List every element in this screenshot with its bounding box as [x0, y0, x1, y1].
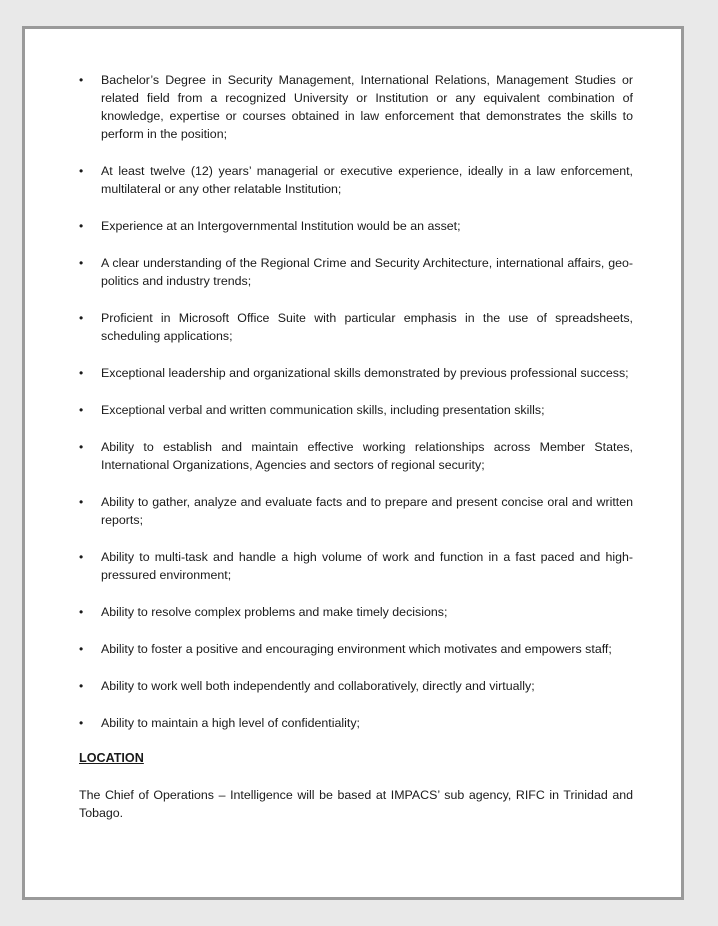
- document-page: [22, 26, 684, 900]
- list-item: [79, 548, 633, 584]
- bullet-icon: •: [79, 679, 84, 693]
- requirement-text: Ability to maintain a high level of confidentiality;: [101, 716, 360, 730]
- requirement-text: Ability to multi-task and handle a high volume of work and function in a fast paced and high-pressured environment;: [101, 550, 633, 582]
- bullet-icon: •: [79, 256, 84, 270]
- requirement-text: A clear understanding of the Regional Crime and Security Architecture, international affairs, geo-politics and industry trends;: [101, 256, 633, 288]
- list-item: [79, 217, 633, 235]
- requirement-text: Ability to establish and maintain effective working relationships across Member States, International Organizations, Agencies and sectors of regional security;: [101, 440, 633, 472]
- requirement-text: Bachelor’s Degree in Security Management, International Relations, Management Studies or related field from a recognized University or Institution or any equivalent combination of knowledge, expertise or courses obtained in law enforcement that demonstrates the skills to perform in the position;: [101, 73, 633, 141]
- requirement-text: At least twelve (12) years’ managerial or executive experience, ideally in a law enforcement, multilateral or any other relatable Institution;: [101, 164, 633, 196]
- location-text: The Chief of Operations – Intelligence will be based at IMPACS’ sub agency, RIFC in Trinidad and Tobago.: [79, 788, 633, 820]
- requirement-text: Ability to foster a positive and encouraging environment which motivates and empowers staff;: [101, 642, 612, 656]
- requirement-text: Ability to work well both independently and collaboratively, directly and virtually;: [101, 679, 535, 693]
- list-item: [79, 603, 633, 621]
- list-item: [79, 401, 633, 419]
- list-item: [79, 162, 633, 198]
- bullet-icon: •: [79, 164, 84, 178]
- list-item: [79, 364, 633, 382]
- list-item: [79, 640, 633, 658]
- list-item: [79, 438, 633, 474]
- list-item: [79, 309, 633, 345]
- bullet-icon: •: [79, 73, 84, 87]
- list-item: [79, 493, 633, 529]
- list-item: [79, 254, 633, 290]
- bullet-icon: •: [79, 219, 84, 233]
- bullet-icon: •: [79, 495, 84, 509]
- bullet-icon: •: [79, 440, 84, 454]
- list-item: [79, 714, 633, 732]
- requirement-text: Proficient in Microsoft Office Suite with particular emphasis in the use of spreadsheets, scheduling applications;: [101, 311, 633, 343]
- bullet-icon: •: [79, 311, 84, 325]
- requirement-text: Exceptional verbal and written communication skills, including presentation skills;: [101, 403, 545, 417]
- bullet-icon: •: [79, 550, 84, 564]
- bullet-icon: •: [79, 366, 84, 380]
- list-item: [79, 71, 633, 143]
- requirements-list: [79, 71, 633, 732]
- bullet-icon: •: [79, 605, 84, 619]
- location-heading: LOCATION: [79, 751, 144, 765]
- bullet-icon: •: [79, 716, 84, 730]
- bullet-icon: •: [79, 403, 84, 417]
- requirement-text: Exceptional leadership and organizational skills demonstrated by previous professional success;: [101, 366, 629, 380]
- requirement-text: Experience at an Intergovernmental Institution would be an asset;: [101, 219, 461, 233]
- requirement-text: Ability to resolve complex problems and make timely decisions;: [101, 605, 448, 619]
- requirement-text: Ability to gather, analyze and evaluate facts and to prepare and present concise oral and written reports;: [101, 495, 633, 527]
- bullet-icon: •: [79, 642, 84, 656]
- page-content: [79, 71, 633, 822]
- list-item: [79, 677, 633, 695]
